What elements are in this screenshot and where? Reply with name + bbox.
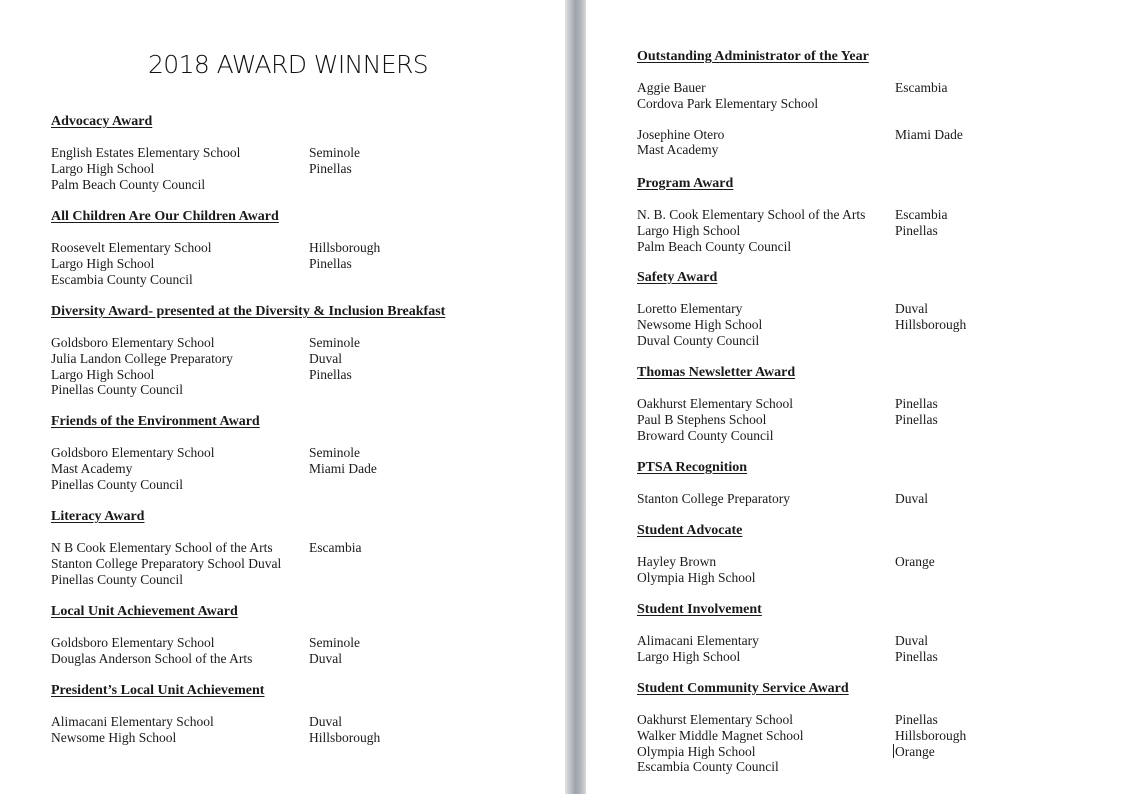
blank-line	[637, 112, 869, 127]
winner-name: Largo High School	[51, 160, 155, 176]
winner-row	[637, 648, 938, 665]
winner-row	[637, 633, 928, 649]
winner-row	[637, 301, 928, 317]
winner-name: Olympia High School	[637, 743, 756, 759]
winner-row	[51, 477, 260, 493]
award-section	[51, 683, 381, 746]
winner-county: Seminole	[309, 335, 360, 350]
winner-name: Palm Beach County Council	[637, 238, 792, 254]
winner-county: Seminole	[309, 445, 360, 460]
winner-county: Hillsborough	[895, 316, 967, 332]
winner-row	[637, 491, 928, 507]
winner-row	[637, 428, 795, 444]
winner-name: Oakhurst Elementary School	[637, 712, 793, 727]
winner-row	[637, 411, 938, 428]
winner-row	[51, 335, 445, 351]
winner-county: Hillsborough	[895, 727, 967, 743]
award-section	[637, 460, 928, 507]
winner-county: Duval	[309, 650, 342, 666]
winner-county: Pinellas	[309, 255, 352, 271]
award-section	[637, 365, 938, 443]
winner-county: Duval	[309, 714, 342, 729]
award-heading: All Children Are Our Children Award	[51, 209, 279, 224]
winner-name: Goldsboro Elementary School	[51, 635, 215, 650]
winner-row	[51, 240, 381, 256]
award-heading: Local Unit Achievement Award	[51, 604, 238, 619]
winner-name: Olympia High School	[637, 569, 756, 585]
winner-row	[51, 729, 381, 746]
winner-row	[51, 650, 342, 667]
winner-county: Seminole	[309, 145, 360, 160]
document-title: 2018 AWARD WINNERS	[148, 50, 429, 79]
winner-name: Stanton College Preparatory School Duval	[51, 555, 282, 571]
winner-name: Paul B Stephens School	[637, 411, 767, 427]
winner-name: Loretto Elementary	[637, 301, 743, 316]
winner-name: Escambia County Council	[51, 271, 193, 287]
winner-name: Oakhurst Elementary School	[637, 396, 793, 411]
winner-name: Hayley Brown	[637, 554, 717, 569]
winner-name: Pinellas County Council	[51, 476, 184, 492]
winner-county: Pinellas	[309, 160, 352, 176]
winner-name: Douglas Anderson School of the Arts	[51, 650, 253, 666]
winner-name: Alimacani Elementary School	[51, 714, 214, 729]
winner-county: Orange	[895, 554, 935, 569]
winner-county: Pinellas	[895, 648, 938, 664]
winner-row	[51, 176, 206, 193]
winner-county-text: Orange	[895, 743, 935, 759]
award-section	[51, 509, 362, 587]
winner-row	[637, 712, 938, 728]
award-heading: Student Community Service Award	[637, 681, 849, 696]
winner-county: Miami Dade	[895, 126, 963, 142]
winner-row	[637, 80, 948, 96]
winner-row	[637, 396, 938, 412]
winner-name: Walker Middle Magnet School	[637, 727, 804, 743]
award-section	[637, 681, 967, 775]
winner-row	[51, 445, 360, 461]
winner-county: Escambia	[895, 207, 948, 222]
award-heading: President’s Local Unit Achievement	[51, 683, 265, 698]
award-section	[637, 602, 938, 665]
award-section	[637, 176, 948, 254]
winner-row	[51, 255, 352, 272]
winner-row	[51, 714, 342, 730]
winner-name: Goldsboro Elementary School	[51, 335, 215, 350]
award-section	[637, 49, 963, 158]
award-heading: Outstanding Administrator of the Year	[637, 49, 869, 64]
award-section	[51, 604, 360, 667]
winner-name: Josephine Otero	[637, 126, 725, 142]
winner-name: N B Cook Elementary School of the Arts	[51, 540, 273, 555]
winner-name: Newsome High School	[51, 729, 177, 745]
winner-name: Largo High School	[51, 255, 155, 271]
winner-row	[637, 96, 869, 112]
winner-name: Stanton College Preparatory	[637, 491, 790, 506]
page-gutter	[565, 0, 586, 794]
winner-name: Escambia County Council	[637, 759, 779, 775]
winner-county: Escambia	[895, 80, 948, 95]
award-heading: Safety Award	[637, 270, 718, 285]
winner-row	[637, 222, 938, 239]
winner-name: Largo High School	[637, 222, 741, 238]
winner-row	[637, 142, 869, 158]
winner-row	[51, 367, 445, 383]
award-section	[51, 304, 445, 398]
winner-county: Duval	[895, 491, 928, 506]
award-heading: Student Involvement	[637, 602, 762, 617]
award-heading: Thomas Newsletter Award	[637, 365, 796, 380]
winner-row	[637, 569, 756, 586]
winner-row	[637, 554, 935, 570]
winner-county	[893, 744, 935, 760]
award-section	[637, 523, 935, 586]
award-heading: Diversity Award- presented at the Diversity & Inclusion Breakfast	[51, 304, 446, 319]
winner-name: Julia Landon College Preparatory	[51, 350, 233, 366]
winner-county: Pinellas	[895, 396, 938, 411]
winner-name: Cordova Park Elementary School	[637, 95, 819, 111]
award-heading: PTSA Recognition	[637, 460, 748, 475]
winner-name: Broward County Council	[637, 427, 774, 443]
winner-county: Pinellas	[895, 222, 938, 238]
award-section	[51, 414, 377, 492]
winner-row	[637, 743, 935, 760]
award-heading: Student Advocate	[637, 523, 743, 538]
winner-county: Seminole	[309, 635, 360, 650]
winner-row	[637, 238, 792, 255]
winner-county: Duval	[895, 633, 928, 648]
winner-row	[51, 382, 445, 398]
winner-county: Pinellas	[895, 411, 938, 427]
text-cursor	[893, 744, 894, 758]
winner-name: Mast Academy	[51, 460, 133, 476]
winner-row	[51, 460, 377, 477]
winner-row	[51, 540, 362, 556]
award-section	[51, 209, 381, 287]
winner-name: Largo High School	[637, 648, 741, 664]
winner-name: N. B. Cook Elementary School of the Arts	[637, 207, 866, 222]
winner-county: Duval	[895, 301, 928, 316]
winner-row	[51, 272, 279, 288]
winner-county: Hillsborough	[309, 240, 381, 255]
award-section	[637, 270, 967, 348]
award-heading: Friends of the Environment Award	[51, 414, 260, 429]
winner-county: Pinellas	[309, 366, 352, 382]
winner-name: Largo High School	[51, 366, 155, 382]
award-heading: Advocacy Award	[51, 114, 153, 129]
winner-row	[637, 126, 963, 143]
winner-row	[51, 571, 184, 588]
winner-name: Palm Beach County Council	[51, 176, 206, 192]
winner-name: Aggie Bauer	[637, 80, 706, 95]
winner-county: Duval	[309, 350, 342, 366]
winner-row	[51, 160, 352, 177]
award-section	[51, 114, 360, 192]
winner-county: Escambia	[309, 540, 362, 555]
award-heading: Program Award	[637, 176, 734, 191]
winner-name: Alimacani Elementary	[637, 633, 759, 648]
winner-row	[637, 759, 849, 775]
winner-name: Duval County Council	[637, 332, 760, 348]
winner-county: Miami Dade	[309, 460, 377, 476]
winner-row	[637, 207, 948, 223]
winner-row	[51, 351, 445, 367]
winner-row	[637, 332, 760, 349]
winner-county: Pinellas	[895, 712, 938, 727]
winner-row	[51, 145, 360, 161]
winner-name: Newsome High School	[637, 316, 763, 332]
right-page	[586, 0, 1122, 794]
winner-name: Pinellas County Council	[51, 571, 184, 587]
winner-row	[51, 555, 282, 572]
winner-name: Mast Academy	[637, 142, 719, 158]
winner-row	[51, 635, 360, 651]
winner-name: Pinellas County Council	[51, 382, 184, 398]
winner-name: English Estates Elementary School	[51, 145, 241, 160]
winner-name: Roosevelt Elementary School	[51, 240, 212, 255]
winner-county: Hillsborough	[309, 729, 381, 745]
winner-row	[637, 727, 967, 744]
winner-name: Goldsboro Elementary School	[51, 445, 215, 460]
winner-row	[637, 316, 967, 333]
award-heading: Literacy Award	[51, 509, 145, 524]
